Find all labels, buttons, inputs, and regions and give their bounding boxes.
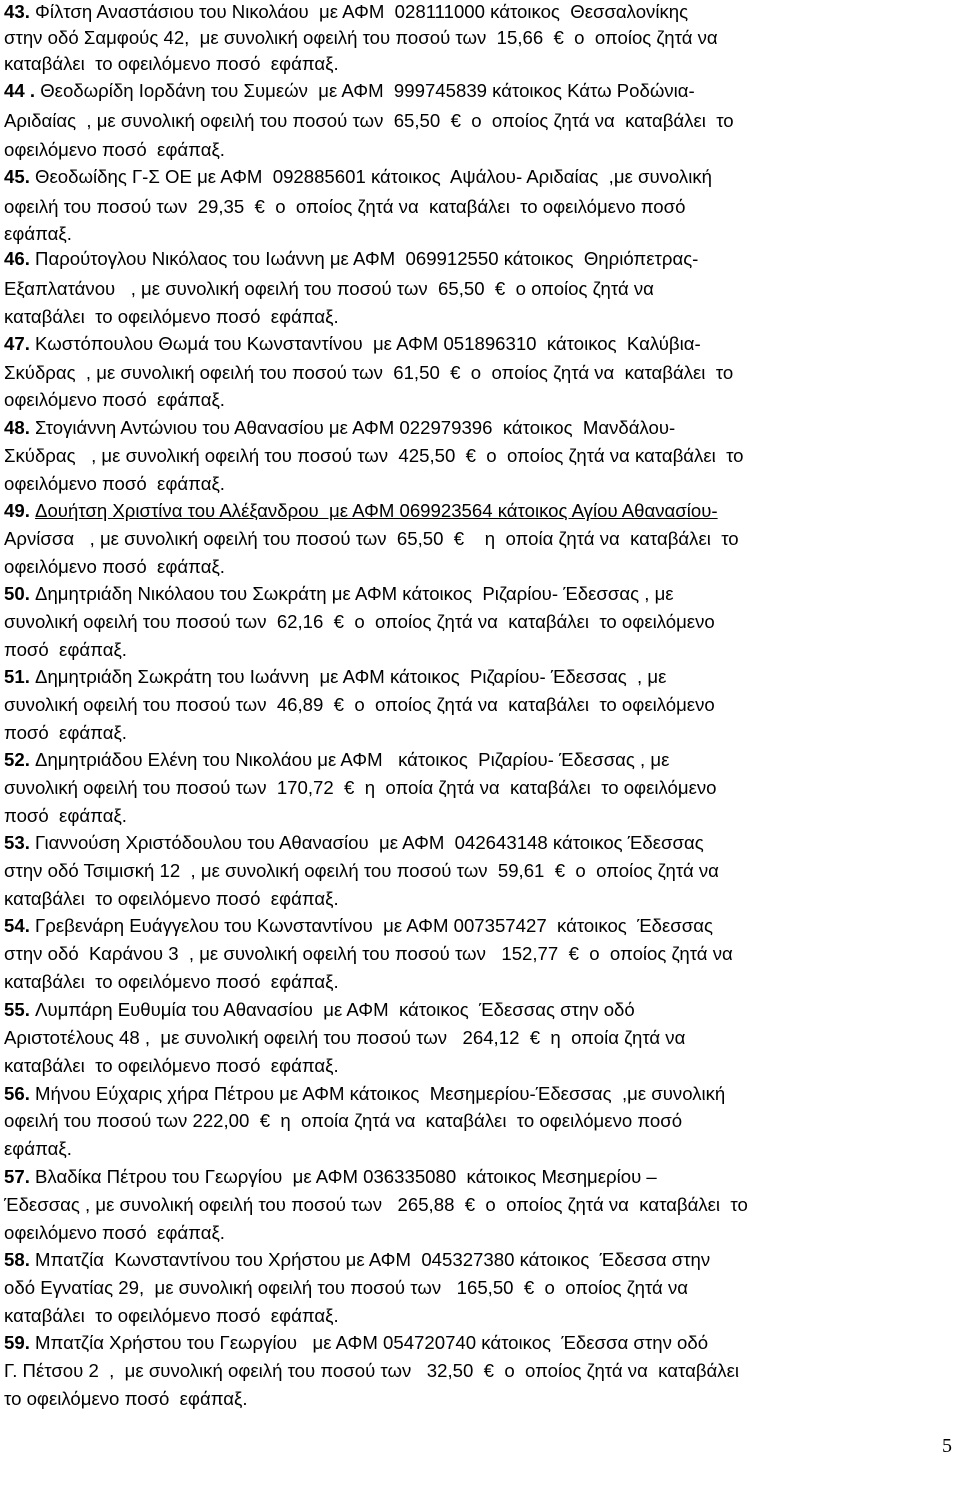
- entry-47-line-2: Σκύδρας , με συνολική οφειλή του ποσού των 61,50 € ο οποίος ζητά να καταβάλει το: [4, 362, 734, 383]
- entry-48-line-3: οφειλόμενο ποσό εφάπαξ.: [4, 473, 225, 494]
- entry-number: 43: [4, 1, 25, 22]
- entry-54-line-3: καταβάλει το οφειλόμενο ποσό εφάπαξ.: [4, 971, 339, 992]
- entry-58-line-3: καταβάλει το οφειλόμενο ποσό εφάπαξ.: [4, 1305, 339, 1326]
- entry-number: 55: [4, 999, 25, 1020]
- entry-number: 45: [4, 166, 25, 187]
- entry-52-line-2: συνολική οφειλή του ποσού των 170,72 € η οποία ζητά να καταβάλει το οφειλόμενο: [4, 777, 717, 798]
- entry-number: 58: [4, 1249, 25, 1270]
- entry-50-line-2: συνολική οφειλή του ποσού των 62,16 € ο οποίος ζητά να καταβάλει το οφειλόμενο: [4, 611, 715, 632]
- entry-55-line-2: Αριστοτέλους 48 , με συνολική οφειλή του ποσού των 264,12 € η οποία ζητά να: [4, 1027, 686, 1048]
- entry-47-line-1: 47. Κωστόπουλου Θωμά του Κωνσταντίνου με ΑΦΜ 051896310 κάτοικος Καλύβια-: [4, 333, 701, 354]
- entry-55-line-1: 55. Λυμπάρη Ευθυμία του Αθανασίου με ΑΦΜ κάτοικος Έδεσσας στην οδό: [4, 999, 635, 1020]
- entry-51-line-2: συνολική οφειλή του ποσού των 46,89 € ο οποίος ζητά να καταβάλει το οφειλόμενο: [4, 694, 715, 715]
- entry-56-line-2: οφειλή του ποσού των 222,00 € η οποία ζητά να καταβάλει το οφειλόμενο ποσό: [4, 1110, 683, 1131]
- entry-55-line-3: καταβάλει το οφειλόμενο ποσό εφάπαξ.: [4, 1055, 339, 1076]
- entry-57-line-3: οφειλόμενο ποσό εφάπαξ.: [4, 1222, 225, 1243]
- entry-59-line-2: Γ. Πέτσου 2 , με συνολική οφειλή του ποσού των 32,50 € ο οποίος ζητά να καταβάλει: [4, 1360, 739, 1381]
- entry-number: 46: [4, 248, 25, 269]
- entry-57-line-2: Έδεσσας , με συνολική οφειλή του ποσού των 265,88 € ο οποίος ζητά να καταβάλει το: [4, 1194, 748, 1215]
- entry-52-line-3: ποσό εφάπαξ.: [4, 805, 127, 826]
- entry-53-line-3: καταβάλει το οφειλόμενο ποσό εφάπαξ.: [4, 888, 339, 909]
- entry-number: 59: [4, 1332, 25, 1353]
- entry-49-line-2: Αρνίσσα , με συνολική οφειλή του ποσού των 65,50 € η οποία ζητά να καταβάλει το: [4, 528, 739, 549]
- entry-54-line-1: 54. Γρεβενάρη Ευάγγελου του Κωνσταντίνου με ΑΦΜ 007357427 κάτοικος Έδεσσας: [4, 915, 713, 936]
- entry-43-line-3: καταβάλει το οφειλόμενο ποσό εφάπαξ.: [4, 53, 339, 74]
- entry-56-line-1: 56. Μήνου Εύχαρις χήρα Πέτρου με ΑΦΜ κάτοικος Μεσημερίου-Έδεσσας ,με συνολική: [4, 1083, 726, 1104]
- entry-45-line-3: εφάπαξ.: [4, 223, 72, 244]
- entry-number: 51: [4, 666, 25, 687]
- entry-56-line-3: εφάπαξ.: [4, 1138, 72, 1159]
- entry-48-line-2: Σκύδρας , με συνολική οφειλή του ποσού των 425,50 € ο οποίος ζητά να καταβάλει το: [4, 445, 744, 466]
- entry-44-line-2: Αριδαίας , με συνολική οφειλή του ποσού των 65,50 € ο οποίος ζητά να καταβάλει το: [4, 110, 734, 131]
- entry-57-line-1: 57. Βλαδίκα Πέτρου του Γεωργίου με ΑΦΜ 036335080 κάτοικος Μεσημερίου –: [4, 1166, 657, 1187]
- entry-51-line-3: ποσό εφάπαξ.: [4, 722, 127, 743]
- entry-52-line-1: 52. Δημητριάδου Ελένη του Νικολάου με ΑΦΜ κάτοικος Ριζαρίου- Έδεσσας , με: [4, 749, 670, 770]
- entry-50-line-3: ποσό εφάπαξ.: [4, 639, 127, 660]
- entry-53-line-1: 53. Γιαννούση Χριστόδουλου του Αθανασίου με ΑΦΜ 042643148 κάτοικος Έδεσσας: [4, 832, 704, 853]
- entry-43-line-1: 43. Φίλτση Αναστάσιου του Νικολάου με ΑΦΜ 028111000 κάτοικος Θεσσαλονίκης: [4, 1, 689, 22]
- entry-46-line-1: 46. Παρούτογλου Νικόλαος του Ιωάννη με ΑΦΜ 069912550 κάτοικος Θηριόπετρας-: [4, 248, 699, 269]
- entry-number: 48: [4, 417, 25, 438]
- entry-45-line-1: 45. Θεοδωίδης Γ-Σ ΟΕ με ΑΦΜ 092885601 κάτοικος Αψάλου- Αριδαίας ,με συνολική: [4, 166, 712, 187]
- entry-46-line-2: Εξαπλατάνου , με συνολική οφειλή του ποσού των 65,50 € ο οποίος ζητά να: [4, 278, 654, 299]
- entry-44-line-1: 44 . Θεοδωρίδη Ιορδάνη του Συμεών με ΑΦΜ 999745839 κάτοικος Κάτω Ροδώνια-: [4, 80, 695, 101]
- entry-46-line-3: καταβάλει το οφειλόμενο ποσό εφάπαξ.: [4, 306, 339, 327]
- entry-number: 44: [4, 80, 25, 101]
- entry-47-line-3: οφειλόμενο ποσό εφάπαξ.: [4, 389, 225, 410]
- entry-58-line-2: οδό Εγνατίας 29, με συνολική οφειλή του ποσού των 165,50 € ο οποίος ζητά να: [4, 1277, 689, 1298]
- entry-number: 56: [4, 1083, 25, 1104]
- entry-58-line-1: 58. Μπατζία Κωνσταντίνου του Χρήστου με ΑΦΜ 045327380 κάτοικος Έδεσσα στην: [4, 1249, 711, 1270]
- entry-number: 54: [4, 915, 25, 936]
- entry-48-line-1: 48. Στογιάννη Αντώνιου του Αθανασίου με ΑΦΜ 022979396 κάτοικος Μανδάλου-: [4, 417, 676, 438]
- entry-59-line-1: 59. Μπατζία Χρήστου του Γεωργίου με ΑΦΜ 054720740 κάτοικος Έδεσσα στην οδό: [4, 1332, 709, 1353]
- entry-number: 52: [4, 749, 25, 770]
- entry-54-line-2: στην οδό Καράνου 3 , με συνολική οφειλή του ποσού των 152,77 € ο οποίος ζητά να: [4, 943, 733, 964]
- entry-44-line-3: οφειλόμενο ποσό εφάπαξ.: [4, 139, 225, 160]
- entry-53-line-2: στην οδό Τσιμισκή 12 , με συνολική οφειλή του ποσού των 59,61 € ο οποίος ζητά να: [4, 860, 719, 881]
- page-number: 5: [942, 1435, 952, 1457]
- entry-number: 57: [4, 1166, 25, 1187]
- entry-45-line-2: οφειλή του ποσού των 29,35 € ο οποίος ζητά να καταβάλει το οφειλόμενο ποσό: [4, 196, 686, 217]
- entry-43-line-2: στην οδό Σαμφούς 42, με συνολική οφειλή του ποσού των 15,66 € ο οποίος ζητά να: [4, 27, 718, 48]
- entry-49-line-3: οφειλόμενο ποσό εφάπαξ.: [4, 556, 225, 577]
- entry-number: 47: [4, 333, 25, 354]
- entry-number: 50: [4, 583, 25, 604]
- entry-51-line-1: 51. Δημητριάδη Σωκράτη του Ιωάννη με ΑΦΜ κάτοικος Ριζαρίου- Έδεσσας , με: [4, 666, 667, 687]
- entry-49-line-1: 49. Δουήτση Χριστίνα του Αλέξανδρου με ΑΦΜ 069923564 κάτοικος Αγίου Αθανασίου-: [4, 500, 718, 521]
- entry-50-line-1: 50. Δημητριάδη Νικόλαου του Σωκράτη με ΑΦΜ κάτοικος Ριζαρίου- Έδεσσας , με: [4, 583, 674, 604]
- entry-number: 53: [4, 832, 25, 853]
- entry-number: 49: [4, 500, 25, 521]
- entry-59-line-3: το οφειλόμενο ποσό εφάπαξ.: [4, 1388, 248, 1409]
